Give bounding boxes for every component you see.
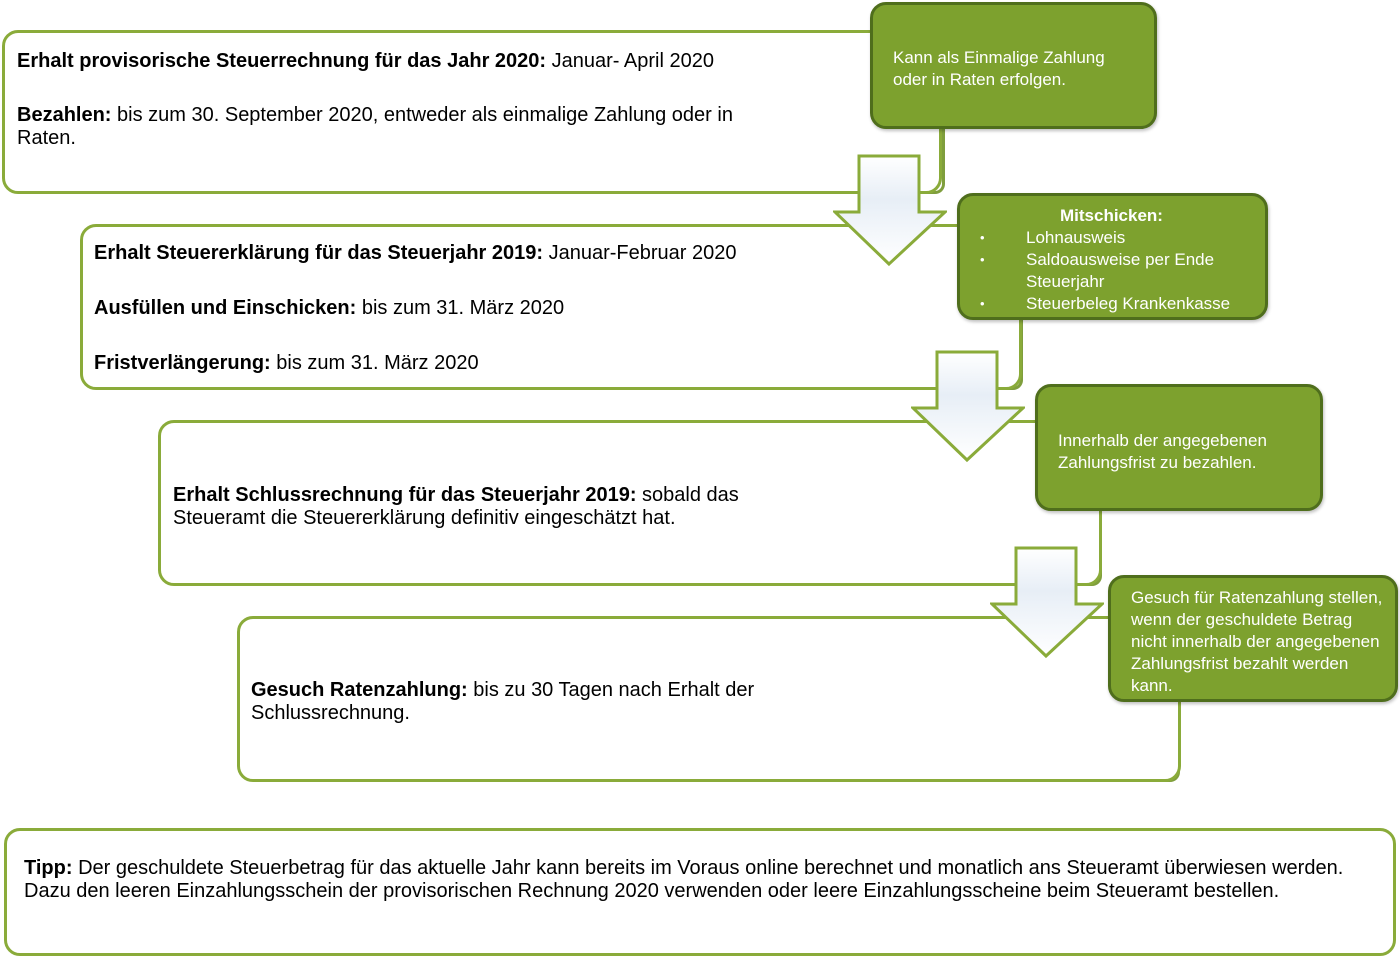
note-2-item: • Steuerbeleg Krankenkasse [960, 293, 1255, 315]
note-attachments [957, 193, 1268, 320]
note-payment-deadline [1035, 384, 1323, 511]
tip-text: Tipp: Der geschuldete Steuerbetrag für das aktuelle Jahr kann bereits im Voraus online berechnet und monatlich ans Steueramt überwiesen werden. Dazu den leeren Einzahlungsschein der provisorischen Rechnung 2020 verwenden oder leere Einzahlungsscheine beim Steueramt bestellen. [24, 857, 1344, 902]
note-2-item: • Saldoausweise per Ende Steuerjahr [960, 249, 1255, 293]
note-4-text: Gesuch für Ratenzahlung stellen, wenn der geschuldete Betrag nicht innerhalb der angegebenen Zahlungsfrist bezahlt werden kann. [1131, 588, 1383, 695]
step-1-line-1: Erhalt provisorische Steuerrechnung für das Jahr 2020: Januar- April 2020 [17, 50, 714, 72]
step-4-line-1: Gesuch Ratenzahlung: bis zu 30 Tagen nach Erhalt der Schlussrechnung. [251, 679, 755, 724]
note-2-list [960, 227, 1255, 315]
step-box-1 [2, 30, 942, 194]
note-payment-options [870, 2, 1157, 129]
note-3-text: Innerhalb der angegebenen Zahlungsfrist zu bezahlen. [1058, 431, 1267, 472]
note-installment-request [1108, 575, 1398, 702]
note-2-item: • Lohnausweis [960, 227, 1255, 249]
down-arrow-1-icon [833, 154, 947, 268]
tip-box [4, 828, 1396, 956]
note-2-title: Mitschicken: [1060, 206, 1163, 225]
note-1-text: Kann als Einmalige Zahlung oder in Raten erfolgen. [893, 48, 1105, 89]
down-arrow-2-icon [911, 350, 1025, 464]
step-1-line-2: Bezahlen: bis zum 30. September 2020, entweder als einmalige Zahlung oder in Raten. [17, 104, 733, 149]
down-arrow-3-icon [990, 546, 1104, 660]
step-2-line-2: Ausfüllen und Einschicken: bis zum 31. März 2020 [94, 297, 565, 319]
step-3-line-1: Erhalt Schlussrechnung für das Steuerjahr 2019: sobald das Steueramt die Steuererklärung definitiv eingeschätzt hat. [173, 484, 739, 529]
step-2-line-3: Fristverlängerung: bis zum 31. März 2020 [94, 352, 479, 374]
step-2-line-1: Erhalt Steuererklärung für das Steuerjahr 2019: Januar-Februar 2020 [94, 242, 737, 264]
